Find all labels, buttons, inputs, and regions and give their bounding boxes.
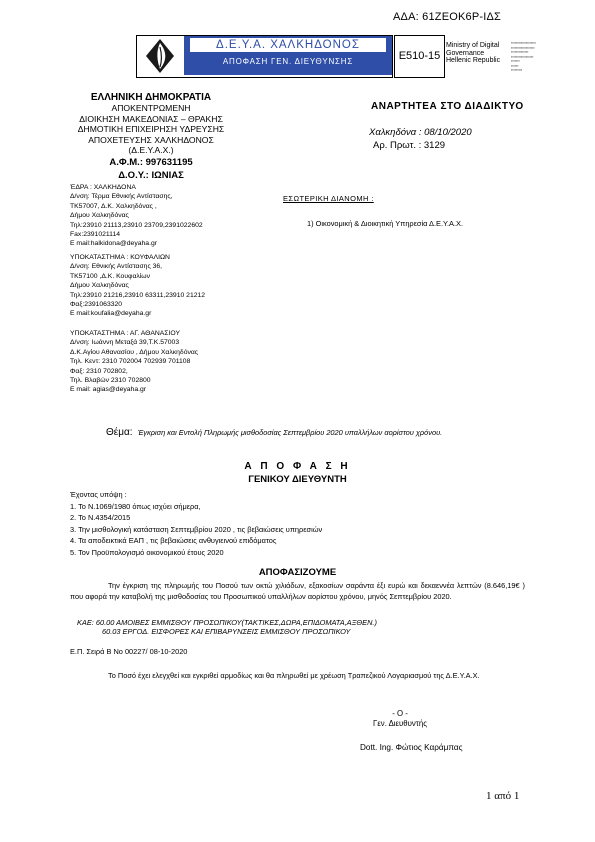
ag-athanasiou-address-block: ΥΠΟΚΑΤΑΣΤΗΜΑ : ΑΓ. ΑΘΑΝΑΣΙΟΥ Δ/νση: Ιωάννη Μεταξά 39,Τ.Κ.57003 Δ.Κ.Αγίου Αθανασίου , Δήμου Χαλκηδόνας Τηλ. Κεντ: 2310 702004 702939 701108 Φαξ: 2310 702802, Τηλ. Βλαβών 2310 702800 E mail: agias@deyaha.gr [70,330,199,394]
internal-distribution-item: 1) Οικονομική & Διοικητική Υπηρεσία Δ.Ε.Υ.Α.Χ. [307,219,464,228]
ada-number: ΑΔΑ: 61ΖΕΟΚ6Ρ-ΙΔΣ [393,11,502,23]
issuer-lines: ΑΠΟΚΕΝΤΡΩΜΕΝΗ ΔΙΟΙΚΗΣΗ ΜΑΚΕΔΟΝΙΑΣ – ΘΡΑΚΗΣ ΔΗΜΟΤΙΚΗ ΕΠΙΧΕΙΡΗΣΗ ΥΔΡΕΥΣΗΣ ΑΠΟΧΕΤΕΥΣΗΣ ΧΑΛΚΗΔΟΝΟΣ (Δ.Ε.Υ.Α.Χ.) [77,103,225,155]
internal-distribution-label: ΕΣΩΤΕΡΙΚΗ ΔΙΑΝΟΜΗ : [283,194,374,203]
kae-line-2: 60.03 ΕΡΓΟΔ. ΕΙΣΦΟΡΕΣ ΚΑΙ ΕΠΙΒΑΡΥΝΣΕΙΣ ΕΜΜΙΣΘΟΥ ΠΡΟΣΩΠΙΚΟΥ [102,627,351,636]
decision-title: Α Π Ο Φ Α Σ Η [244,461,351,472]
signatory-role: Γεν. Διευθυντής [373,719,427,728]
decision-subtitle: ΓΕΝΙΚΟΥ ΔΙΕΥΘΥΝΤΗ [248,474,347,485]
republic-title: ΕΛΛΗΝΙΚΗ ΔΗΜΟΚΡΑΤΙΑ [90,92,212,103]
document-date: Χαλκηδόνα : 08/10/2020 [369,127,472,138]
document-type: ΑΠΟΦΑΣΗ ΓΕΝ. ΔΙΕΥΘΥΝΣΗΣ [222,57,354,66]
document-code: Ε510-15 [394,35,445,78]
publish-online-notice: ΑΝΑΡΤΗΤΕΑ ΣΤΟ ΔΙΑΔΙΚΤΥΟ [371,101,524,112]
doy-office: Δ.Ο.Υ.: ΙΩΝΙΑΣ [118,170,184,181]
koufalia-address-block: ΥΠΟΚΑΤΑΣΤΗΜΑ : ΚΟΥΦΑΛΙΩΝ Δ/νση: Εθνικής Αντίστασης 36, ΤΚ57100 ,Δ.Κ. Κουφαλίων Δήμου Χαλκηδόνας Τηλ:23910 21216,23910 63311,23910 21212 Φαξ:2391063320 E mail:koufalia@deyaha.gr [70,254,206,318]
hq-address-block: ΈΔΡΑ : ΧΑΛΚΗΔΟΝΑ Δ/νση: Τέρμα Εθνικής Αντίστασης, ΤΚ57007, Δ.Κ. Χαλκηδόνας , Δήμου Χαλκηδόνας Τηλ:23910 21113,23910 23709,2391022602 Fax:2391021114 E mail:halkidona@deyaha.gr [70,184,203,248]
page-number: 1 από 1 [486,790,520,802]
kae-line-1: ΚΑΕ: 60.00 ΑΜΟΙΒΕΣ ΕΜΜΙΣΘΟΥ ΠΡΟΣΩΠΙΚΟΥ(ΤΑΚΤΙΚΕΣ,ΔΩΡΑ,ΕΠΙΔΟΜΑΤΑ,ΑΞΘΕΝ.) [77,618,377,627]
decision-body: Την έγκριση της πληρωμής του Ποσού των οκτώ χιλιάδων, εξακοσίων σαράντα έξι ευρώ και δεκαεννέα λεπτών (8.646,19€ ) που αφορά την καταβολή της μισθοδοσίας του Προσωπικού υπαλλήλων αορίστου χρόνου, μηνός Σεπτεμβρίου 2020. [70,581,525,602]
we-decide-heading: ΑΠΟΦΑΣΙΖΟΥΜΕ [258,567,337,578]
payment-order-ref: Ε.Π. Σειρά Β Νο 00227/ 08-10-2020 [70,647,188,656]
subject-text: Έγκριση και Εντολή Πληρωμής μισθοδοσίας Σεπτεμβρίου 2020 υπαλλήλων αορίστου χρόνου. [137,428,443,437]
signatory-name: Dott. Ing. Φώτιος Καράμπας [360,743,463,752]
digital-signature-label: Ministry of Digital Governance Hellenic Republic [446,42,501,64]
digital-signature-details: ▪▪▪▪▪▪▪▪▪▪▪▪▪▪▪▪▪▪▪▪ ▪▪▪▪▪▪▪▪▪▪▪▪▪▪▪▪▪▪▪ ▪▪▪▪▪▪▪▪▪▪▪▪▪▪ ▪▪▪▪▪▪▪▪▪▪▪▪▪▪▪▪▪▪ ▪▪▪▪▪▪▪ ▪▪▪▪▪▪ ▪▪▪▪▪▪▪▪▪ [511,41,536,72]
protocol-number: Αρ. Πρωτ. : 3129 [373,140,446,151]
approval-note: Το Ποσό έχει ελεγχθεί και εγκριθεί αρμοδίως και θα πληρωθεί με χρέωση Τραπεζικού Λογαριασμού της Δ.Ε.Υ.Α.Χ. [108,671,480,680]
afm-number: Α.Φ.Μ.: 997631195 [109,157,193,168]
subject-label: Θέμα: [106,427,133,438]
organization-logo-icon [144,37,176,75]
subject-line [106,427,442,438]
signature-dash: - Ο - [392,709,408,718]
considerations-list: Έχοντας υπόψη : 1. Το Ν.1069/1980 όπως ισχύει σήμερα, 2. Το Ν.4354/2015 3. Την μισθολογική κατάσταση Σεπτεμβρίου 2020 , τις βεβαιώσεις υπηρεσιών 4. Τα αποδεικτικά ΕΑΠ , τις βεβαιώσεις ανθυγιεινού επιδόματος 5. Τον Προϋπολογισμό οικονομικού έτους 2020 [70,490,323,557]
organization-name: Δ.Ε.Υ.Α. ΧΑΛΚΗΔΟΝΟΣ [190,38,386,52]
